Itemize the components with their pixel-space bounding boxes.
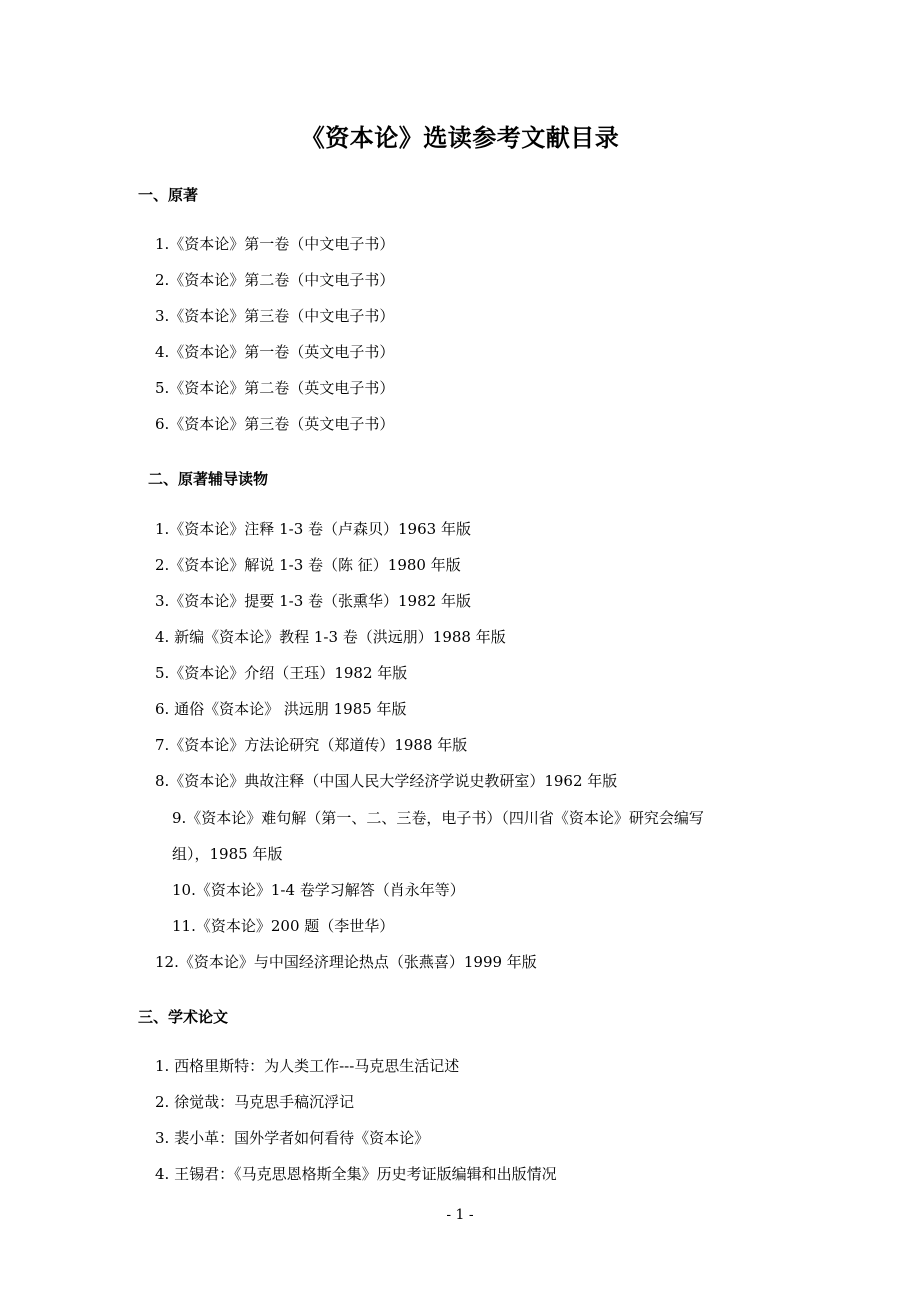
list-item: 6. 通俗《资本论》 洪远朋 1985 年版 bbox=[155, 700, 407, 718]
list-item: 1.《资本论》注释 1-3 卷（卢森贝）1963 年版 bbox=[155, 520, 471, 538]
list-item: 10.《资本论》1-4 卷学习解答（肖永年等） bbox=[172, 881, 465, 899]
list-item: 11.《资本论》200 题（李世华） bbox=[172, 917, 395, 935]
list-item: 8.《资本论》典故注释（中国人民大学经济学说史教研室）1962 年版 bbox=[155, 772, 618, 790]
list-item: 5.《资本论》介绍（王珏）1982 年版 bbox=[155, 664, 408, 682]
list-item: 4. 新编《资本论》教程 1-3 卷（洪远朋）1988 年版 bbox=[155, 628, 506, 646]
list-item: 3.《资本论》第三卷（中文电子书） bbox=[155, 307, 395, 325]
section-heading-study-guides: 二、原著辅导读物 bbox=[148, 470, 269, 488]
list-item: 5.《资本论》第二卷（英文电子书） bbox=[155, 379, 395, 397]
list-item: 1. 西格里斯特：为人类工作---马克思生活记述 bbox=[155, 1057, 460, 1075]
list-item-continuation: 组），1985 年版 bbox=[172, 845, 283, 863]
section-heading-original-works: 一、原著 bbox=[138, 186, 199, 204]
list-item: 1.《资本论》第一卷（中文电子书） bbox=[155, 235, 395, 253]
list-item: 3.《资本论》提要 1-3 卷（张熏华）1982 年版 bbox=[155, 592, 471, 610]
list-item: 7.《资本论》方法论研究（郑道传）1988 年版 bbox=[155, 736, 468, 754]
page-number: - 1 - bbox=[446, 1207, 474, 1223]
list-item: 12.《资本论》与中国经济理论热点（张燕喜）1999 年版 bbox=[155, 953, 537, 971]
list-item: 2.《资本论》解说 1-3 卷（陈 征）1980 年版 bbox=[155, 556, 461, 574]
list-item: 4.《资本论》第一卷（英文电子书） bbox=[155, 343, 395, 361]
list-item: 9.《资本论》难句解（第一、二、三卷，电子书）（四川省《资本论》研究会编写 bbox=[172, 809, 704, 827]
list-item: 2.《资本论》第二卷（中文电子书） bbox=[155, 271, 395, 289]
page-title: 《资本论》选读参考文献目录 bbox=[300, 124, 620, 152]
list-item: 2. 徐觉哉：马克思手稿沉浮记 bbox=[155, 1093, 355, 1111]
list-item: 4. 王锡君：《马克思恩格斯全集》历史考证版编辑和出版情况 bbox=[155, 1165, 557, 1183]
section-heading-academic-papers: 三、学术论文 bbox=[138, 1008, 229, 1026]
list-item: 6.《资本论》第三卷（英文电子书） bbox=[155, 415, 395, 433]
list-item: 3. 裴小革：国外学者如何看待《资本论》 bbox=[155, 1129, 430, 1147]
